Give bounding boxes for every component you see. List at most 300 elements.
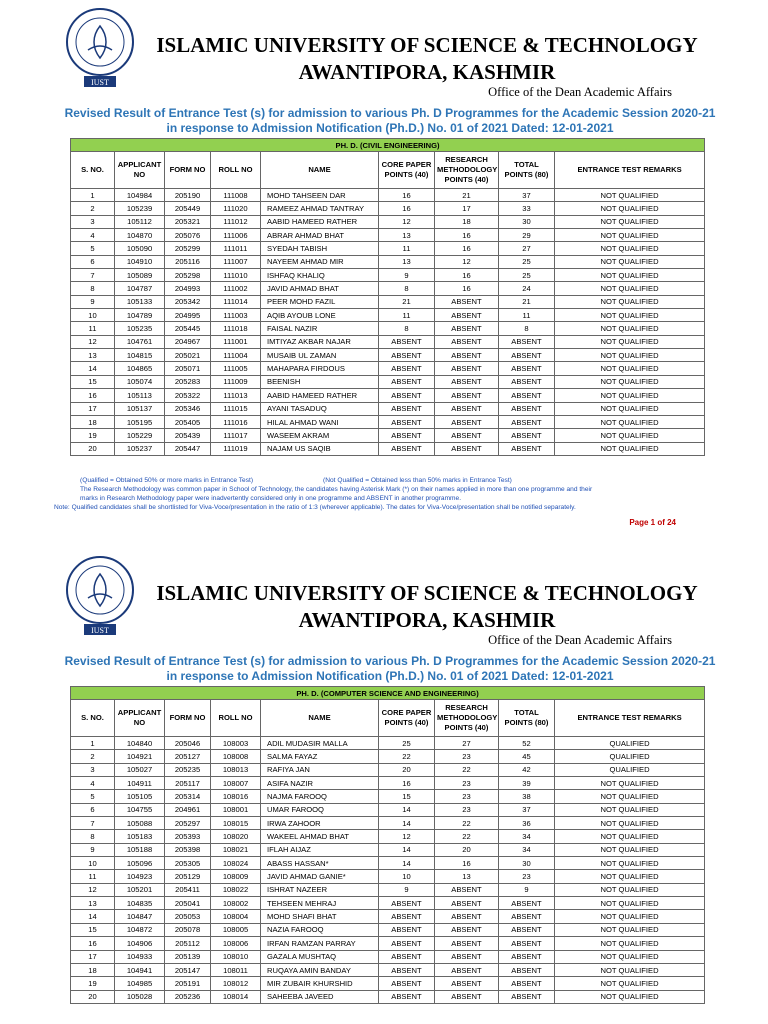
table-row (71, 255, 705, 268)
column-header: ENTRANCE TEST REMARKS (555, 700, 705, 737)
table-cell: 111001 (211, 335, 261, 348)
table-cell: ABSENT (499, 937, 555, 950)
table-cell: 105183 (115, 830, 165, 843)
table-row (71, 389, 705, 402)
table-cell: 105096 (115, 857, 165, 870)
table-cell: 111015 (211, 402, 261, 415)
table-cell: AABID HAMEED RATHER (261, 389, 379, 402)
table-cell: 108012 (211, 977, 261, 990)
table-cell: TEHSEEN MEHRAJ (261, 897, 379, 910)
table-cell: 30 (499, 857, 555, 870)
table-cell: 108002 (211, 897, 261, 910)
table-cell: 105133 (115, 295, 165, 308)
table-cell: 2 (71, 202, 115, 215)
table-row (71, 990, 705, 1003)
table-cell: ABSENT (499, 963, 555, 976)
table-cell: ABSENT (379, 415, 435, 428)
table-cell: 25 (499, 255, 555, 268)
table-cell: 104835 (115, 897, 165, 910)
page-number: Page 1 of 24 (629, 518, 676, 527)
table-row (71, 189, 705, 202)
table-cell: 205236 (165, 990, 211, 1003)
table-row (71, 870, 705, 883)
table-cell: 105235 (115, 322, 165, 335)
table-cell: ADIL MUDASIR MALLA (261, 737, 379, 750)
table-cell: 205117 (165, 777, 211, 790)
table-cell: 37 (499, 189, 555, 202)
table-cell: 104910 (115, 255, 165, 268)
table-cell: ABSENT (379, 950, 435, 963)
table-cell: NOT QUALIFIED (555, 870, 705, 883)
table-cell: 105088 (115, 817, 165, 830)
table-row (71, 442, 705, 455)
university-name: ISLAMIC UNIVERSITY OF SCIENCE & TECHNOLOGY (156, 581, 698, 605)
table-cell: 205321 (165, 215, 211, 228)
table-cell: 105188 (115, 843, 165, 856)
revised-result-title: Revised Result of Entrance Test (s) for admission to various Ph. D Programmes for the Academic Session 2020-21 in response to Admission Notification (Ph.D.) No. 01 of 2021 Dated: 12-01-2021 (64, 654, 716, 683)
table-cell: ABSENT (435, 402, 499, 415)
table-cell: 204967 (165, 335, 211, 348)
table-cell: 105195 (115, 415, 165, 428)
viva-note: Note: Qualified candidates shall be shortlisted for Viva-Voce/presentation in the ratio of 1:3 (wherever applicable). The dates for Viva-Voce/presentation shall be notified separately. (54, 504, 576, 511)
table-cell: ABSENT (379, 362, 435, 375)
table-cell: 105028 (115, 990, 165, 1003)
table-cell: 205342 (165, 295, 211, 308)
table-cell: 27 (435, 737, 499, 750)
table-row (71, 282, 705, 295)
column-header: CORE PAPER POINTS (40) (379, 152, 435, 189)
table-cell: ABSENT (435, 429, 499, 442)
table-cell: ABSENT (379, 910, 435, 923)
table-cell: 111018 (211, 322, 261, 335)
table-cell: NOT QUALIFIED (555, 817, 705, 830)
table-cell: NOT QUALIFIED (555, 415, 705, 428)
column-header: NAME (261, 152, 379, 189)
table-cell: 205053 (165, 910, 211, 923)
table-cell: ABSENT (435, 910, 499, 923)
table-cell: 17 (71, 950, 115, 963)
table-cell: 16 (379, 202, 435, 215)
table-cell: 10 (71, 309, 115, 322)
table-cell: 108005 (211, 923, 261, 936)
result-table (70, 686, 705, 1004)
table-cell: RUQAYA AMIN BANDAY (261, 963, 379, 976)
table-cell: ABSENT (435, 923, 499, 936)
table-cell: 108006 (211, 937, 261, 950)
table-cell: 108010 (211, 950, 261, 963)
table-cell: ABSENT (435, 295, 499, 308)
table-cell: 4 (71, 777, 115, 790)
table-row (71, 415, 705, 428)
table-cell: 205283 (165, 375, 211, 388)
table-cell: 11 (499, 309, 555, 322)
table-cell: 38 (499, 790, 555, 803)
table-cell: 16 (379, 189, 435, 202)
table-cell: 104787 (115, 282, 165, 295)
table-cell: 105239 (115, 202, 165, 215)
table-cell: NOT QUALIFIED (555, 830, 705, 843)
table-cell: 111011 (211, 242, 261, 255)
table-cell: UMAR FAROOQ (261, 803, 379, 816)
table-row (71, 737, 705, 750)
table-cell: BEENISH (261, 375, 379, 388)
table-cell: MUSAIB UL ZAMAN (261, 349, 379, 362)
column-header: CORE PAPER POINTS (40) (379, 700, 435, 737)
table-row (71, 963, 705, 976)
table-cell: ABSENT (499, 335, 555, 348)
table-cell: 11 (71, 870, 115, 883)
table-row (71, 977, 705, 990)
table-cell: 15 (71, 923, 115, 936)
table-cell: 10 (71, 857, 115, 870)
table-cell: 111012 (211, 215, 261, 228)
table-cell: 108003 (211, 737, 261, 750)
university-location: AWANTIPORA, KASHMIR (298, 60, 556, 84)
table-cell: JAVID AHMAD BHAT (261, 282, 379, 295)
table-cell: JAVID AHMAD GANIE* (261, 870, 379, 883)
table-row (71, 923, 705, 936)
table-cell: MOHD TAHSEEN DAR (261, 189, 379, 202)
table-row (71, 950, 705, 963)
table-row (71, 883, 705, 896)
table-cell: 23 (435, 750, 499, 763)
table-cell: 104847 (115, 910, 165, 923)
table-cell: NOT QUALIFIED (555, 322, 705, 335)
table-cell: 16 (435, 857, 499, 870)
table-row (71, 335, 705, 348)
table-cell: 105201 (115, 883, 165, 896)
table-row (71, 910, 705, 923)
table-cell: ABSENT (435, 883, 499, 896)
table-cell: ABSENT (379, 389, 435, 402)
table-row (71, 215, 705, 228)
table-cell: 205449 (165, 202, 211, 215)
table-cell: 108020 (211, 830, 261, 843)
table-cell: 34 (499, 830, 555, 843)
table-cell: ABSENT (435, 389, 499, 402)
programme-title: PH. D. (CIVIL ENGINEERING) (71, 139, 705, 152)
table-cell: AABID HAMEED RATHER (261, 215, 379, 228)
table-cell: 12 (379, 215, 435, 228)
table-cell: 14 (379, 803, 435, 816)
table-cell: 23 (435, 803, 499, 816)
table-cell: 5 (71, 790, 115, 803)
table-cell: 20 (71, 442, 115, 455)
table-cell: NOT QUALIFIED (555, 255, 705, 268)
table-cell: 104921 (115, 750, 165, 763)
table-cell: NOT QUALIFIED (555, 923, 705, 936)
table-cell: IRWA ZAHOOR (261, 817, 379, 830)
table-cell: NOT QUALIFIED (555, 442, 705, 455)
table-cell: NOT QUALIFIED (555, 402, 705, 415)
table-cell: ASIFA NAZIR (261, 777, 379, 790)
table-cell: ABSENT (379, 429, 435, 442)
table-cell: NOT QUALIFIED (555, 883, 705, 896)
column-header: FORM NO (165, 700, 211, 737)
table-cell: 9 (379, 883, 435, 896)
table-cell: 108015 (211, 817, 261, 830)
table-cell: 104941 (115, 963, 165, 976)
table-cell: ABASS HASSAN* (261, 857, 379, 870)
table-cell: 25 (379, 737, 435, 750)
table-cell: 104911 (115, 777, 165, 790)
table-cell: AYANI TASADUQ (261, 402, 379, 415)
table-cell: ABSENT (379, 402, 435, 415)
table-cell: RAFIYA JAN (261, 763, 379, 776)
table-cell: 105074 (115, 375, 165, 388)
table-cell: ABSENT (379, 923, 435, 936)
table-cell: 14 (71, 910, 115, 923)
table-cell: WASEEM AKRAM (261, 429, 379, 442)
table-cell: 9 (499, 883, 555, 896)
table-cell: 14 (379, 843, 435, 856)
table-cell: 1 (71, 737, 115, 750)
table-cell: ABSENT (499, 897, 555, 910)
table-cell: NOT QUALIFIED (555, 803, 705, 816)
table-cell: 8 (379, 322, 435, 335)
table-cell: NOT QUALIFIED (555, 242, 705, 255)
column-header: NAME (261, 700, 379, 737)
table-cell: MOHD SHAFI BHAT (261, 910, 379, 923)
table-cell: ABSENT (379, 963, 435, 976)
table-cell: 108014 (211, 990, 261, 1003)
table-cell: ABSENT (435, 963, 499, 976)
table-cell: IMTIYAZ AKBAR NAJAR (261, 335, 379, 348)
table-row (71, 375, 705, 388)
table-cell: 108008 (211, 750, 261, 763)
table-cell: 8 (71, 830, 115, 843)
table-cell: 111013 (211, 389, 261, 402)
table-cell: 104840 (115, 737, 165, 750)
table-cell: QUALIFIED (555, 750, 705, 763)
table-cell: NOT QUALIFIED (555, 843, 705, 856)
table-cell: 34 (499, 843, 555, 856)
table-cell: 108022 (211, 883, 261, 896)
table-row (71, 242, 705, 255)
table-cell: NOT QUALIFIED (555, 375, 705, 388)
table-cell: 108009 (211, 870, 261, 883)
table-cell: 205041 (165, 897, 211, 910)
table-cell: SALMA FAYAZ (261, 750, 379, 763)
table-cell: 105089 (115, 269, 165, 282)
table-cell: NOT QUALIFIED (555, 937, 705, 950)
table-cell: 205127 (165, 750, 211, 763)
table-row (71, 229, 705, 242)
table-cell: 105237 (115, 442, 165, 455)
table-cell: ABSENT (435, 990, 499, 1003)
table-cell: NOT QUALIFIED (555, 189, 705, 202)
table-cell: 15 (379, 790, 435, 803)
table-cell: 4 (71, 229, 115, 242)
table-cell: ABSENT (379, 375, 435, 388)
table-cell: NOT QUALIFIED (555, 977, 705, 990)
table-cell: AQIB AYOUB LONE (261, 309, 379, 322)
svg-text:IUST: IUST (91, 78, 109, 87)
table-cell: 9 (379, 269, 435, 282)
table-cell: 18 (71, 415, 115, 428)
table-cell: 22 (435, 830, 499, 843)
table-cell: 30 (499, 215, 555, 228)
table-cell: 12 (379, 830, 435, 843)
table-cell: 8 (499, 322, 555, 335)
table-cell: NOT QUALIFIED (555, 362, 705, 375)
table-cell: 16 (435, 282, 499, 295)
table-cell: 205139 (165, 950, 211, 963)
table-row (71, 402, 705, 415)
table-cell: ABSENT (499, 923, 555, 936)
table-cell: 111006 (211, 229, 261, 242)
table-cell: 22 (435, 817, 499, 830)
table-cell: 111009 (211, 375, 261, 388)
table-cell: 111016 (211, 415, 261, 428)
table-row (71, 269, 705, 282)
table-cell: 111019 (211, 442, 261, 455)
table-cell: 12 (71, 335, 115, 348)
column-header: TOTAL POINTS (80) (499, 700, 555, 737)
table-cell: 205393 (165, 830, 211, 843)
table-cell: 16 (71, 389, 115, 402)
table-cell: 9 (71, 843, 115, 856)
column-header: RESEARCH METHODOLOGY POINTS (40) (435, 152, 499, 189)
table-cell: 8 (379, 282, 435, 295)
table-cell: 111008 (211, 189, 261, 202)
table-cell: ABSENT (435, 362, 499, 375)
table-cell: ABSENT (499, 429, 555, 442)
table-cell: NOT QUALIFIED (555, 777, 705, 790)
table-cell: NOT QUALIFIED (555, 790, 705, 803)
office-name: Office of the Dean Academic Affairs (488, 633, 672, 647)
table-cell: WAKEEL AHMAD BHAT (261, 830, 379, 843)
table-cell: GAZALA MUSHTAQ (261, 950, 379, 963)
table-row (71, 790, 705, 803)
table-cell: ABSENT (379, 937, 435, 950)
table-cell: 33 (499, 202, 555, 215)
table-cell: ISHFAQ KHALIQ (261, 269, 379, 282)
table-cell: 37 (499, 803, 555, 816)
table-cell: 108013 (211, 763, 261, 776)
table-cell: 111010 (211, 269, 261, 282)
table-cell: 111002 (211, 282, 261, 295)
table-cell: 13 (379, 229, 435, 242)
table-row (71, 362, 705, 375)
table-cell: 205071 (165, 362, 211, 375)
research-note: The Research Methodology was common paper in School of Technology, the candidates having Asterisk Mark (*) on their names applied in more than one programme and their (80, 486, 593, 493)
table-cell: 16 (379, 777, 435, 790)
notes-block (54, 476, 744, 512)
table-cell: ISHRAT NAZEER (261, 883, 379, 896)
table-cell: ABSENT (499, 950, 555, 963)
table-cell: 205299 (165, 242, 211, 255)
table-cell: 17 (71, 402, 115, 415)
table-cell: 204961 (165, 803, 211, 816)
table-cell: 108004 (211, 910, 261, 923)
table-cell: 105090 (115, 242, 165, 255)
table-cell: MAHAPARA FIRDOUS (261, 362, 379, 375)
table-cell: 205147 (165, 963, 211, 976)
table-cell: 104872 (115, 923, 165, 936)
table-cell: 7 (71, 817, 115, 830)
column-header: APPLICANT NO (115, 152, 165, 189)
table-cell: NOT QUALIFIED (555, 309, 705, 322)
table-cell: 27 (499, 242, 555, 255)
table-cell: 21 (499, 295, 555, 308)
table-cell: 52 (499, 737, 555, 750)
table-cell: 20 (71, 990, 115, 1003)
table-cell: 108021 (211, 843, 261, 856)
result-table (70, 138, 705, 456)
table-cell: 105113 (115, 389, 165, 402)
column-header: APPLICANT NO (115, 700, 165, 737)
table-cell: NOT QUALIFIED (555, 202, 705, 215)
table-cell: 1 (71, 189, 115, 202)
table-cell: 104984 (115, 189, 165, 202)
table-cell: ABSENT (435, 442, 499, 455)
table-cell: 6 (71, 803, 115, 816)
table-cell: ABSENT (499, 910, 555, 923)
table-cell: 111017 (211, 429, 261, 442)
table-cell: ABSENT (435, 897, 499, 910)
table-cell: NOT QUALIFIED (555, 950, 705, 963)
table-row (71, 803, 705, 816)
column-header: S. NO. (71, 700, 115, 737)
table-cell: ABSENT (499, 990, 555, 1003)
table-cell: ABSENT (435, 309, 499, 322)
table-cell: 19 (71, 429, 115, 442)
table-cell: 20 (435, 843, 499, 856)
table-cell: NOT QUALIFIED (555, 335, 705, 348)
table-cell: ABSENT (435, 375, 499, 388)
table-cell: FAISAL NAZIR (261, 322, 379, 335)
table-cell: 14 (379, 857, 435, 870)
table-cell: PEER MOHD FAZIL (261, 295, 379, 308)
table-row (71, 843, 705, 856)
table-cell: ABSENT (379, 977, 435, 990)
table-cell: 108001 (211, 803, 261, 816)
table-cell: 23 (435, 777, 499, 790)
table-cell: 105137 (115, 402, 165, 415)
table-cell: 205447 (165, 442, 211, 455)
table-cell: ABSENT (499, 349, 555, 362)
table-cell: ABSENT (435, 937, 499, 950)
table-cell: 12 (435, 255, 499, 268)
table-cell: 15 (71, 375, 115, 388)
table-cell: 104985 (115, 977, 165, 990)
table-cell: ABSENT (499, 375, 555, 388)
table-cell: 13 (379, 255, 435, 268)
table-cell: 3 (71, 215, 115, 228)
table-cell: 11 (71, 322, 115, 335)
table-row (71, 937, 705, 950)
table-cell: 104761 (115, 335, 165, 348)
table-cell: 7 (71, 269, 115, 282)
table-cell: 108024 (211, 857, 261, 870)
column-header: FORM NO (165, 152, 211, 189)
table-cell: ABSENT (379, 349, 435, 362)
table-row (71, 897, 705, 910)
table-cell: SAHEEBA JAVEED (261, 990, 379, 1003)
table-cell: NOT QUALIFIED (555, 857, 705, 870)
table-cell: ABSENT (435, 415, 499, 428)
table-cell: 20 (379, 763, 435, 776)
table-cell: ABSENT (499, 977, 555, 990)
table-cell: 205190 (165, 189, 211, 202)
table-cell: ABSENT (499, 389, 555, 402)
table-cell: 105027 (115, 763, 165, 776)
table-cell: 104906 (115, 937, 165, 950)
qualified-note: (Qualified = Obtained 50% or more marks in Entrance Test) (80, 477, 254, 484)
table-cell: 45 (499, 750, 555, 763)
revised-result-title: Revised Result of Entrance Test (s) for admission to various Ph. D Programmes for the Academic Session 2020-21 in response to Admission Notification (Ph.D.) No. 01 of 2021 Dated: 12-01-2021 (64, 106, 716, 135)
